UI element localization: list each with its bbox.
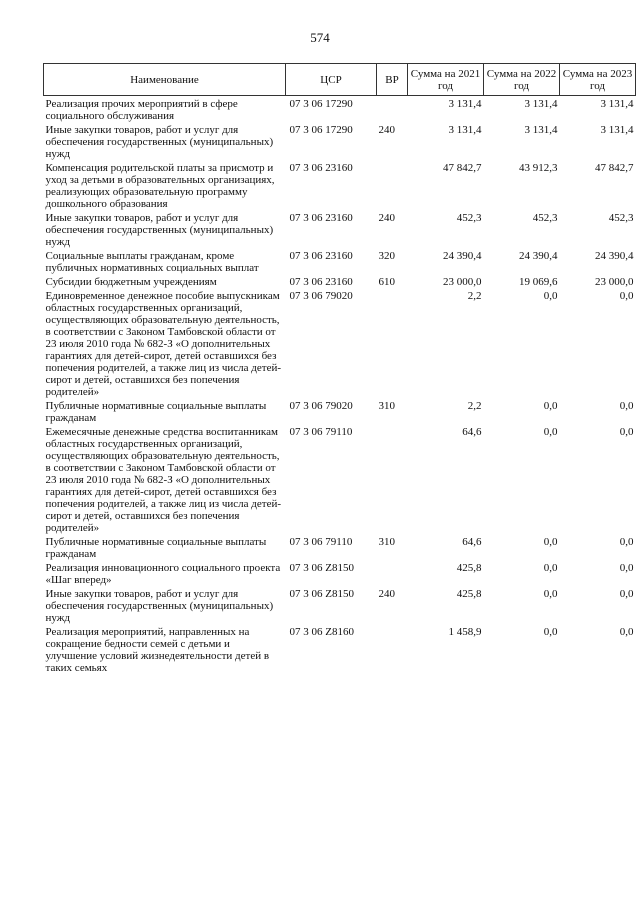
row-sum-2022: 0,0 xyxy=(543,626,558,638)
row-sum-2023: 0,0 xyxy=(619,290,634,302)
row-sum-2023: 0,0 xyxy=(619,426,634,438)
table-row xyxy=(44,160,636,210)
row-vr: 310 xyxy=(378,400,395,412)
header-vr: ВР xyxy=(377,64,408,96)
row-sum-2021: 425,8 xyxy=(456,588,482,600)
row-sum-2022: 0,0 xyxy=(543,562,558,574)
row-vr: 320 xyxy=(378,250,395,262)
table-row xyxy=(44,398,636,424)
table-row xyxy=(44,274,636,288)
row-sum-2021: 64,6 xyxy=(462,426,482,438)
row-name: Социальные выплаты гражданам, кроме публичных нормативных социальных выплат xyxy=(45,250,259,274)
row-csr: 07 3 06 23160 xyxy=(289,276,353,288)
row-sum-2021: 452,3 xyxy=(456,212,482,224)
row-csr: 07 3 06 79020 xyxy=(289,400,353,412)
table-row xyxy=(44,96,636,123)
row-sum-2023: 23 000,0 xyxy=(595,276,634,288)
row-vr xyxy=(377,560,408,586)
row-vr xyxy=(377,624,408,674)
row-sum-2022: 43 912,3 xyxy=(519,162,558,174)
row-name: Единовременное денежное пособие выпускникам областных государственных организаций, осуществляющих образовательную деятельность, в соответствии с Законом Тамбовской области от 23 июля 2010 года № 682-З «О дополнительных гарантиях для детей-сирот, детей оставшихся без попечения родителей, а также лиц из числа детей-сирот и детей, оставшихся без попечения родителей» xyxy=(45,290,282,398)
header-name: Наименование xyxy=(44,64,286,96)
row-sum-2022: 0,0 xyxy=(543,400,558,412)
table-row xyxy=(44,248,636,274)
row-sum-2021: 2,2 xyxy=(467,400,482,412)
row-vr xyxy=(377,96,408,123)
row-sum-2023: 3 131,4 xyxy=(600,98,634,110)
row-sum-2023: 0,0 xyxy=(619,626,634,638)
header-csr: ЦСР xyxy=(286,64,377,96)
row-name: Ежемесячные денежные средства воспитанникам областных государственных организаций, осуществляющих образовательную деятельность, в соответствии с Законом Тамбовской области от 23 июля 2010 года № 682-З «О дополнительных гарантиях для детей-сирот, детей оставшихся без попечения родителей, а также лиц из числа детей-сирот и детей, оставшихся без попечения родителей» xyxy=(45,426,282,534)
row-csr: 07 3 06 79110 xyxy=(289,426,353,438)
row-sum-2022: 0,0 xyxy=(543,536,558,548)
table-row xyxy=(44,424,636,534)
table-row xyxy=(44,624,636,674)
budget-table xyxy=(43,63,636,674)
table-row xyxy=(44,122,636,160)
table-row xyxy=(44,586,636,624)
table-row xyxy=(44,534,636,560)
row-sum-2023: 0,0 xyxy=(619,400,634,412)
row-sum-2022: 19 069,6 xyxy=(519,276,558,288)
row-csr: 07 3 06 17290 xyxy=(289,98,353,110)
row-sum-2021: 3 131,4 xyxy=(448,124,482,136)
row-vr xyxy=(377,160,408,210)
row-vr: 240 xyxy=(378,212,395,224)
row-csr: 07 3 06 17290 xyxy=(289,124,353,136)
row-vr: 240 xyxy=(378,588,395,600)
header-2023: Сумма на 2023 год xyxy=(560,64,636,96)
row-name: Публичные нормативные социальные выплаты гражданам xyxy=(45,400,267,424)
row-vr xyxy=(377,424,408,534)
row-sum-2021: 425,8 xyxy=(456,562,482,574)
row-sum-2023: 47 842,7 xyxy=(595,162,634,174)
row-sum-2022: 0,0 xyxy=(543,588,558,600)
row-sum-2022: 0,0 xyxy=(543,426,558,438)
row-csr: 07 3 06 23160 xyxy=(289,250,353,262)
row-sum-2022: 3 131,4 xyxy=(524,124,558,136)
row-sum-2023: 24 390,4 xyxy=(595,250,634,262)
row-sum-2022: 3 131,4 xyxy=(524,98,558,110)
table-row xyxy=(44,288,636,398)
row-sum-2021: 64,6 xyxy=(462,536,482,548)
row-name: Реализация инновационного социального проекта «Шаг вперед» xyxy=(45,562,281,586)
page-number: 574 xyxy=(310,30,330,45)
row-csr: 07 3 06 79110 xyxy=(289,536,353,548)
row-csr: 07 3 06 Z8160 xyxy=(289,626,354,638)
row-name: Компенсация родительской платы за присмотр и уход за детьми в образовательных организациях, реализующих образовательную программу дошкольного образования xyxy=(45,162,275,210)
row-sum-2022: 24 390,4 xyxy=(519,250,558,262)
table-row xyxy=(44,560,636,586)
row-sum-2021: 3 131,4 xyxy=(448,98,482,110)
row-sum-2022: 0,0 xyxy=(543,290,558,302)
row-sum-2023: 0,0 xyxy=(619,562,634,574)
header-2022: Сумма на 2022 год xyxy=(484,64,560,96)
row-sum-2023: 0,0 xyxy=(619,536,634,548)
row-name: Реализация прочих мероприятий в сфере социального обслуживания xyxy=(45,98,238,122)
row-name: Публичные нормативные социальные выплаты гражданам xyxy=(45,536,267,560)
row-name: Реализация мероприятий, направленных на сокращение бедности семей с детьми и улучшение условий жизнедеятельности детей в таких семьях xyxy=(45,626,270,674)
row-vr: 610 xyxy=(378,276,395,288)
row-sum-2023: 0,0 xyxy=(619,588,634,600)
row-csr: 07 3 06 23160 xyxy=(289,162,353,174)
header-2021: Сумма на 2021 год xyxy=(408,64,484,96)
row-sum-2023: 452,3 xyxy=(608,212,634,224)
row-vr: 310 xyxy=(378,536,395,548)
row-vr xyxy=(377,288,408,398)
table-row xyxy=(44,210,636,248)
row-csr: 07 3 06 79020 xyxy=(289,290,353,302)
row-name: Иные закупки товаров, работ и услуг для обеспечения государственных (муниципальных) нужд xyxy=(45,212,274,248)
row-sum-2021: 47 842,7 xyxy=(443,162,482,174)
row-name: Субсидии бюджетным учреждениям xyxy=(45,276,217,288)
row-csr: 07 3 06 Z8150 xyxy=(289,588,354,600)
table-header xyxy=(44,64,636,96)
row-name: Иные закупки товаров, работ и услуг для обеспечения государственных (муниципальных) нужд xyxy=(45,124,274,160)
row-sum-2023: 3 131,4 xyxy=(600,124,634,136)
table-body xyxy=(44,96,636,675)
row-name: Иные закупки товаров, работ и услуг для обеспечения государственных (муниципальных) нужд xyxy=(45,588,274,624)
row-csr: 07 3 06 Z8150 xyxy=(289,562,354,574)
row-sum-2021: 24 390,4 xyxy=(443,250,482,262)
row-sum-2021: 1 458,9 xyxy=(448,626,482,638)
row-sum-2021: 2,2 xyxy=(467,290,482,302)
row-vr: 240 xyxy=(378,124,395,136)
row-sum-2022: 452,3 xyxy=(532,212,558,224)
row-csr: 07 3 06 23160 xyxy=(289,212,353,224)
row-sum-2021: 23 000,0 xyxy=(443,276,482,288)
